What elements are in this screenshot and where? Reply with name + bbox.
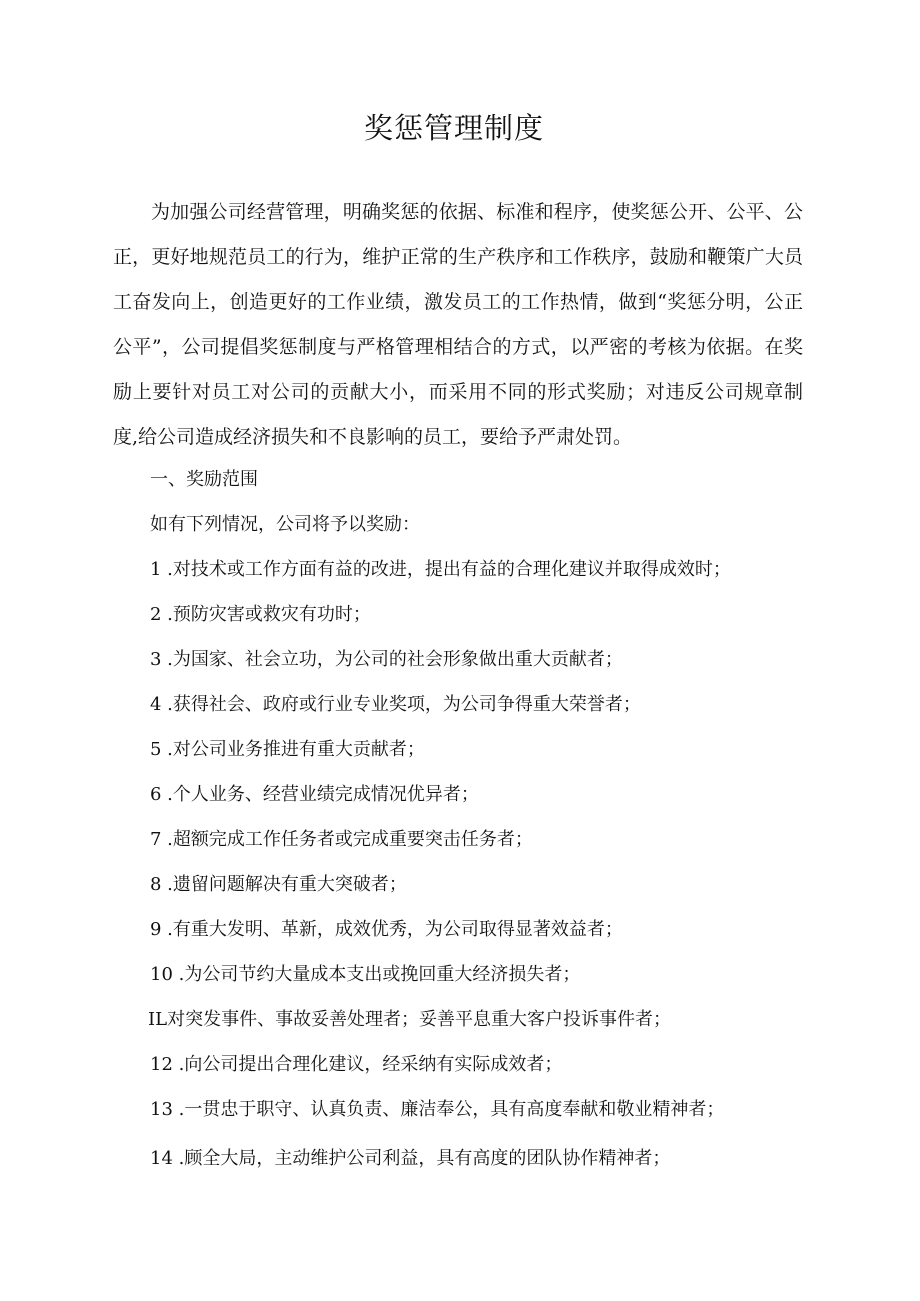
section-heading: 一、奖励范围 <box>150 469 258 490</box>
list-item: 2 .预防灾害或救灾有功时； <box>150 604 371 625</box>
list-item: 3 .为国家、社会立功，为公司的社会形象做出重大贡献者； <box>150 649 623 670</box>
list-item: 7 .超额完成工作任务者或完成重要突击任务者； <box>150 829 533 850</box>
lead-text: 如有下列情况，公司将予以奖励： <box>150 514 420 535</box>
list-item: 8 .遗留问题解决有重大突破者； <box>150 874 407 895</box>
list-item: 14 .顾全大局，主动维护公司利益，具有高度的团队协作精神者； <box>150 1148 671 1169</box>
document-title: 奖惩管理制度 <box>363 111 544 145</box>
list-item: IL对突发事件、事故妥善处理者；妥善平息重大客户投诉事件者； <box>148 1009 672 1030</box>
list-item: 12 .向公司提出合理化建议，经采纳有实际成效者； <box>150 1054 563 1075</box>
list-item: 1 .对技术或工作方面有益的改进，提出有益的合理化建议并取得成效时； <box>150 559 731 580</box>
list-item: 9 .有重大发明、革新，成效优秀，为公司取得显著效益者； <box>150 919 623 940</box>
list-item: 10 .为公司节约大量成本支出或挽回重大经济损失者； <box>150 964 581 985</box>
list-item: 5 .对公司业务推进有重大贡献者； <box>150 739 425 760</box>
list-item: 6 .个人业务、经营业绩完成情况优异者； <box>150 784 479 805</box>
intro-paragraph: 为加强公司经营管理，明确奖惩的依据、标准和程序，使奖惩公开、公平、公正，更好地规范员工的行为，维护正常的生产秩序和工作秩序，鼓励和鞭策广大员工奋发向上，创造更好的工作业绩，激发员工的工作热情，做到“奖惩分明，公正公平”，公司提倡奖惩制度与严格管理相结合的方式，以严密的考核为依据。在奖励上要针对员工对公司的贡献大小，而采用不同的形式奖励；对违反公司规章制度,给公司造成经济损失和不良影响的员工，要给予严肃处罚。 <box>113 201 803 448</box>
list-item: 13 .一贯忠于职守、认真负责、廉洁奉公，具有高度奉献和敬业精神者； <box>150 1099 725 1120</box>
list-item: 4 .获得社会、政府或行业专业奖项，为公司争得重大荣誉者； <box>150 694 641 715</box>
